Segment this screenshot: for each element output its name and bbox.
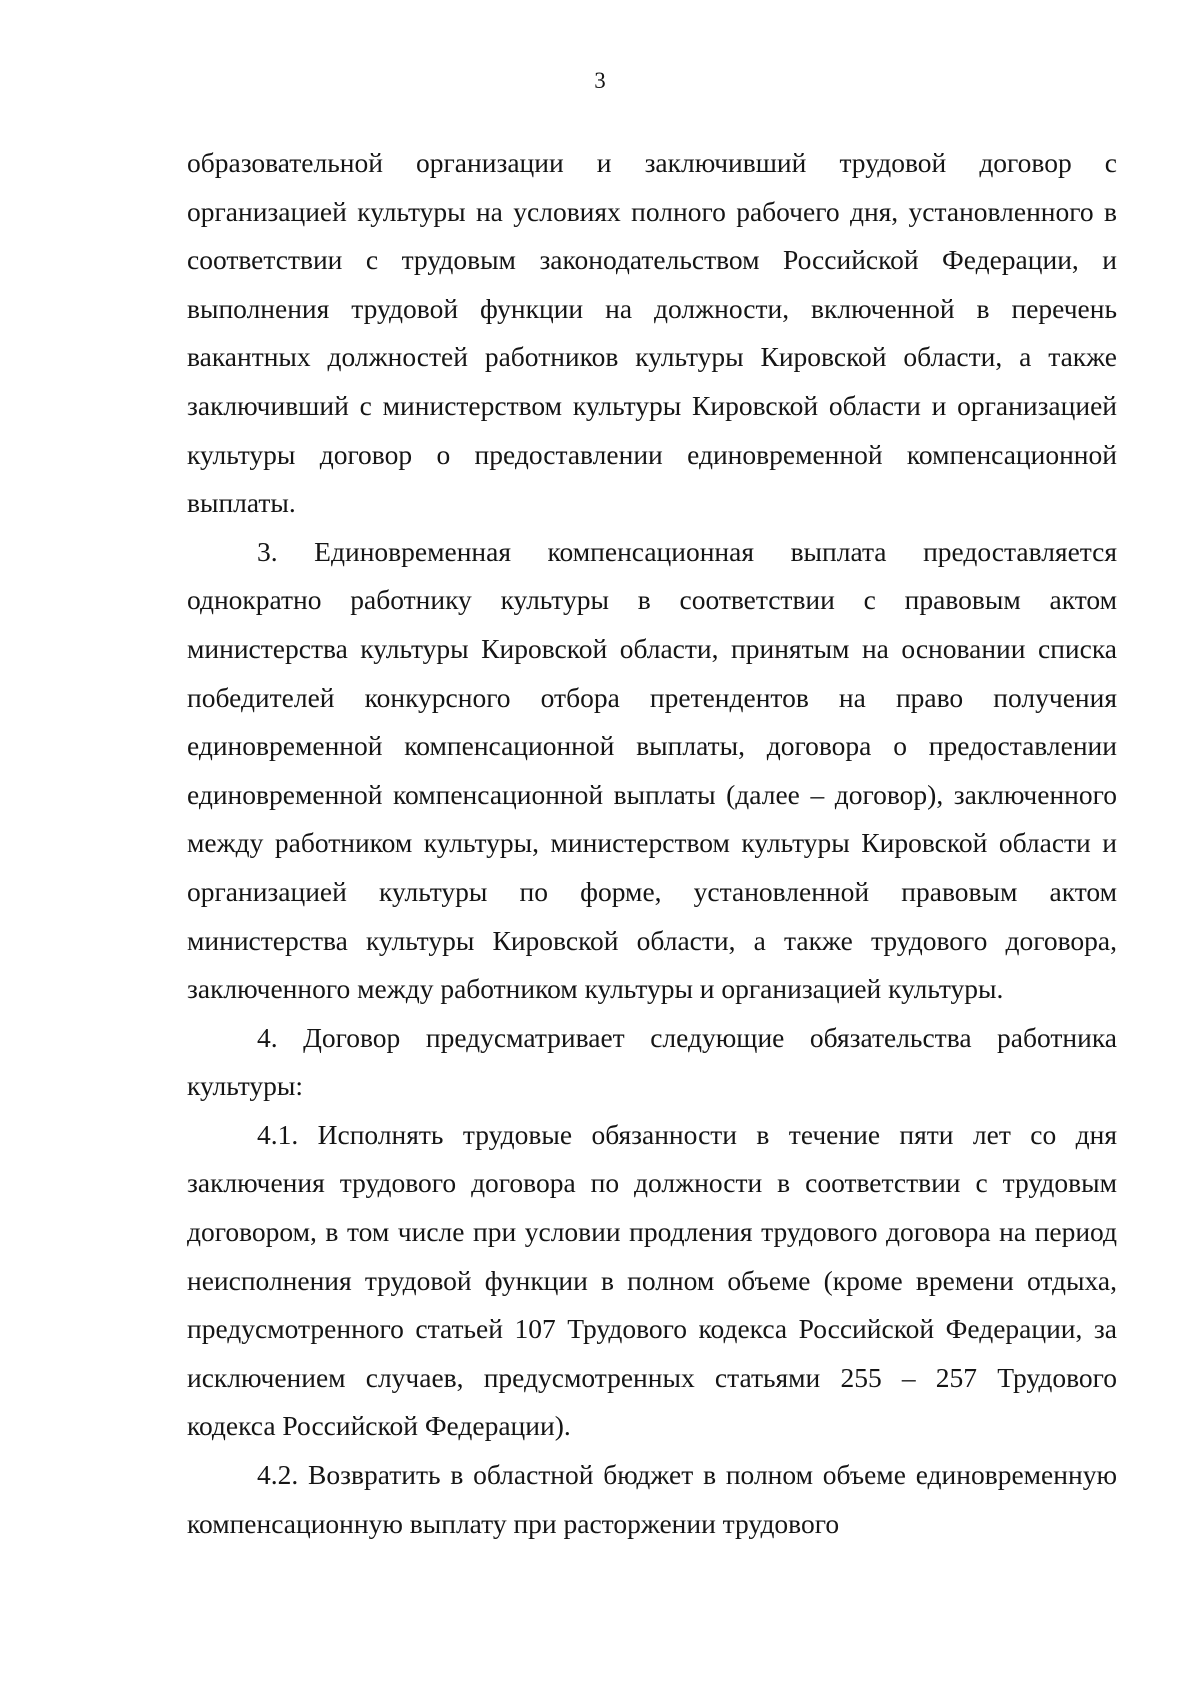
page-number: 3: [594, 68, 606, 93]
paragraph-item-4: 4. Договор предусматривает следующие обязательства работника культуры:: [187, 1021, 1117, 1102]
document-body: [187, 139, 1117, 1548]
paragraph-continuation: образовательной организации и заключивший трудовой договор с организацией культуры на условиях полного рабочего дня, установленного в соответствии с трудовым законодательством Российской Федерации, и выполнения трудовой функции на должности, включенной в перечень вакантных должностей работников культуры Кировской области, а также заключивший с министерством культуры Кировской области и организацией культуры договор о предоставлении единовременной компенсационной выплаты.: [187, 147, 1117, 519]
paragraph-item-4-1: 4.1. Исполнять трудовые обязанности в течение пяти лет со дня заключения трудового договора по должности в соответствии с трудовым договором, в том числе при условии продления трудового договора на период неисполнения трудовой функции в полном объеме (кроме времени отдыха, предусмотренного статьей 107 Трудового кодекса Российской Федерации, за исключением случаев, предусмотренных статьями 255 – 257 Трудового кодекса Российской Федерации).: [187, 1118, 1117, 1442]
paragraph-item-3: 3. Единовременная компенсационная выплата предоставляется однократно работнику культуры в соответствии с правовым актом министерства культуры Кировской области, принятым на основании списка победителей конкурсного отбора претендентов на право получения единовременной компенсационной выплаты, договора о предоставлении единовременной компенсационной выплаты (далее – договор), заключенного между работником культуры, министерством культуры Кировской области и организацией культуры по форме, установленной правовым актом министерства культуры Кировской области, а также трудового договора, заключенного между работником культуры и организацией культуры.: [187, 535, 1117, 1005]
paragraph-item-4-2: 4.2. Возвратить в областной бюджет в полном объеме единовременную компенсационную выплату при расторжении трудового: [187, 1459, 1117, 1539]
